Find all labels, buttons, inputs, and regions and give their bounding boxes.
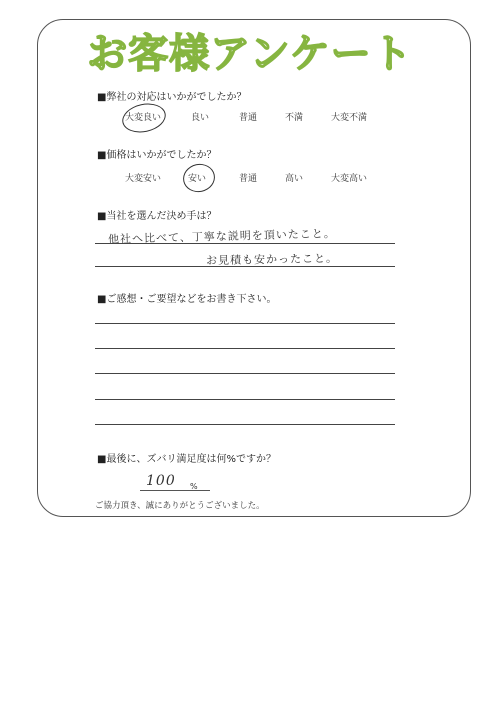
- q4-answer-line-5: [95, 424, 395, 425]
- q3-handwritten-answer-1: 他社へ比べて、丁寧な説明を頂いたこと。: [107, 227, 336, 246]
- question-1-label: ■弊社の対応はいかがでしたか？: [97, 92, 247, 103]
- q5-answer-line: [140, 490, 210, 491]
- q3-handwritten-answer-2: お見積も安かったこと。: [205, 251, 339, 268]
- q2-option-3[interactable]: 普通: [238, 174, 258, 184]
- q3-answer-line-1: [95, 243, 395, 244]
- q5-percent-unit: %: [190, 482, 198, 491]
- q2-option-2[interactable]: 安い: [187, 174, 207, 184]
- q2-option-5[interactable]: 大変高い: [330, 174, 368, 184]
- q4-answer-line-1: [95, 323, 395, 324]
- question-1-options: [0, 110, 500, 124]
- q2-option-1[interactable]: 大変安い: [124, 174, 162, 184]
- q4-answer-line-4: [95, 399, 395, 400]
- q1-option-3[interactable]: 普通: [238, 113, 258, 123]
- question-2-label: ■価格はいかがでしたか？: [97, 150, 217, 161]
- q3-answer-line-2: [95, 266, 395, 267]
- thank-you-footer: ご協力頂き、誠にありがとうございました。: [95, 501, 265, 511]
- q1-option-1[interactable]: 大変良い: [124, 113, 162, 123]
- q4-answer-line-2: [95, 348, 395, 349]
- question-5-label: ■最後に、ズバリ満足度は何%ですか？: [97, 454, 276, 465]
- q1-option-5[interactable]: 大変不満: [330, 113, 368, 123]
- q1-option-4[interactable]: 不満: [284, 113, 304, 123]
- survey-title: お客様アンケート: [87, 31, 413, 77]
- question-3-label: ■当社を選んだ決め手は？: [97, 211, 217, 222]
- question-2-options: [0, 171, 500, 185]
- q4-answer-line-3: [95, 373, 395, 374]
- question-4-label: ■ご感想・ご要望などをお書き下さい。: [97, 294, 277, 305]
- q2-option-4[interactable]: 高い: [284, 174, 304, 184]
- q5-handwritten-answer: 100: [146, 473, 176, 489]
- q1-option-2[interactable]: 良い: [190, 113, 210, 123]
